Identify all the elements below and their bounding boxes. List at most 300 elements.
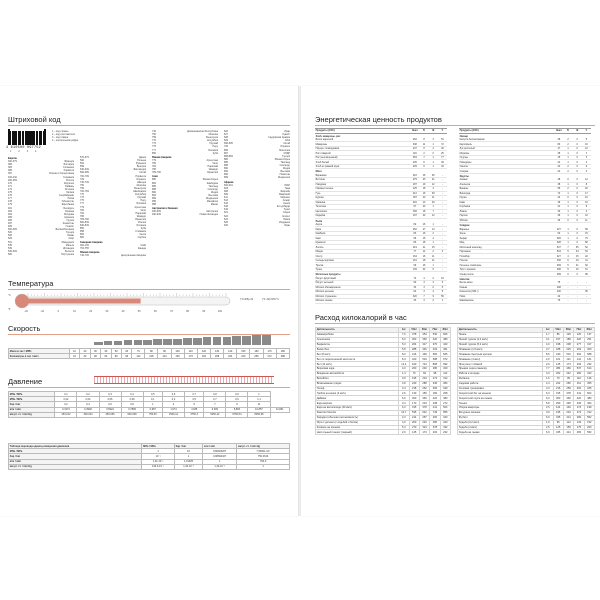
energy-value: 219 [410, 245, 419, 250]
kcal-value: 2,9 [543, 362, 553, 367]
activity-name: Прогулка с собакой [458, 362, 543, 367]
energy-value: 96 [410, 236, 419, 241]
kcal-row [458, 430, 595, 435]
food-name: Киви [459, 200, 554, 205]
pressure-value: 0,8 [204, 392, 226, 397]
kcal-value: 240 [409, 381, 419, 386]
kcal-value: 324 [419, 425, 429, 430]
country-code: 750 [80, 183, 84, 187]
energy-title-rule [315, 125, 595, 126]
energy-value: 469 [554, 263, 563, 268]
celsius-tick-label: 50 [137, 310, 141, 313]
kcal-value: 378 [563, 391, 573, 396]
conversion-row [9, 464, 290, 469]
country-name: Аргентина [206, 158, 218, 162]
country-code: 868-869 [224, 154, 233, 158]
kcal-value: 4,3 [543, 386, 553, 391]
energy-value: 60 [410, 281, 419, 286]
energy-value: 0 [573, 187, 582, 192]
kcal-value: 84 [419, 371, 429, 376]
kcal-value: 504 [440, 406, 450, 411]
conversion-column-head: бар / bar [174, 444, 202, 449]
food-name: Цыплёнок [315, 209, 410, 214]
activity-name: Уборка квартиры [458, 406, 543, 411]
country-code: 627 [224, 133, 228, 137]
energy-value: 56 [438, 294, 447, 299]
country-code: 622 [224, 214, 228, 218]
country-code: 481 [8, 206, 12, 210]
energy-value: 38 [554, 182, 563, 187]
country-name: Маврикий [279, 192, 290, 196]
energy-value: 4 [582, 160, 591, 165]
food-name: Яблоко [459, 218, 554, 223]
pressure-value: 5250,42 [204, 412, 226, 417]
kcal-value: 420 [574, 396, 584, 401]
country-name: Вьетнам [208, 193, 218, 197]
pressure-value: 1500,12 [162, 412, 184, 417]
energy-column-head: Ккал [412, 129, 418, 133]
country-code: 482 [8, 209, 12, 213]
celsius-tick-label: 60 [153, 310, 157, 313]
country-code: 893 [224, 170, 228, 174]
food-name: Акула [315, 223, 410, 227]
energy-value: 0 [573, 155, 582, 160]
legend-num: 1 [10, 150, 12, 153]
kcal-value: 232 [440, 430, 450, 435]
kcal-value: 282 [574, 371, 584, 376]
energy-value: 10 [582, 214, 591, 219]
kcal-value: 360 [419, 396, 429, 401]
country-code: 786 [152, 168, 156, 172]
kcal-value: 8,3 [399, 352, 409, 357]
kcal-table-left [315, 327, 451, 435]
energy-value: 16 [419, 223, 428, 227]
kcal-value: 454 [419, 332, 429, 337]
barcode-image [8, 129, 46, 145]
kcal-value: 251 [584, 337, 594, 342]
country-name: Тайвань [64, 184, 74, 188]
energy-value: 0 [573, 205, 582, 210]
energy-value: 18 [419, 209, 428, 214]
energy-value: 8 [582, 205, 591, 210]
country-name: Чили [212, 161, 218, 165]
kcal-value: 137 [584, 332, 594, 337]
pressure-value: 0,02 [55, 397, 77, 402]
energy-value: 5 [563, 263, 572, 268]
energy-value: 544 [554, 249, 563, 254]
kcal-value: 200 [584, 425, 594, 430]
activity-name: Работа в огороде [458, 371, 543, 376]
speed-value: 144 [158, 354, 171, 359]
speed-bar [163, 339, 172, 345]
kcal-column-head: 80кг [584, 328, 594, 333]
energy-value: 0 [573, 218, 582, 223]
energy-value: 42 [554, 294, 563, 299]
legend-num: 2 [18, 150, 20, 153]
energy-column-head: Продукты (100г) [315, 129, 410, 134]
energy-value: 59 [582, 227, 591, 231]
kcal-value: 370 [430, 342, 440, 347]
energy-value: - [438, 254, 447, 259]
energy-value: 1 [429, 263, 438, 268]
kcal-value: 441 [430, 406, 440, 411]
pressure-value: 0,1 [143, 397, 162, 402]
pressure-title: Давление [8, 377, 43, 386]
country-name: Южная Корея [274, 157, 290, 161]
celsius-tick-label: 40 [121, 310, 125, 313]
kcal-value: 343 [440, 415, 450, 420]
energy-value: - [582, 285, 591, 290]
pressure-value: 9 [226, 402, 248, 407]
country-name: Таиланд [280, 160, 290, 164]
energy-value: 13 [429, 227, 438, 232]
energy-value: 15 [573, 254, 582, 259]
energy-group-name: Рыба [315, 219, 323, 223]
energy-value: 48 [554, 178, 563, 182]
country-name: Индонезия [277, 176, 290, 180]
kcal-value: 280 [430, 420, 440, 425]
country-name: Грузия [66, 218, 74, 222]
energy-value: 80 [582, 240, 591, 245]
energy-group-name: Мясо [315, 170, 322, 174]
pressure-value: 2 [162, 402, 184, 407]
energy-value: 75 [554, 281, 563, 285]
country-code: 520 [8, 231, 12, 235]
country-code: 885 [152, 184, 156, 188]
country-code: 690-695 [80, 171, 89, 175]
energy-column-head: Ккал [556, 129, 562, 133]
kcal-value: 4,0 [543, 371, 553, 376]
country-code: 471 [8, 184, 12, 188]
energy-value: 4 [563, 254, 572, 259]
country-code: 621 [224, 211, 228, 215]
food-name: Йогурт фруктовый [315, 277, 410, 281]
kcal-value: 195 [553, 410, 563, 415]
kcal-value: 110 [574, 376, 584, 381]
kcal-value: 273 [430, 376, 440, 381]
country-name: Бразилия [207, 171, 218, 175]
country-code: 893 [152, 193, 156, 197]
country-code: 775 [80, 199, 84, 203]
country-name: Египет [282, 214, 290, 218]
energy-value: 1 [563, 227, 572, 231]
country-name: Испания [136, 224, 146, 228]
energy-value: 0 [573, 209, 582, 214]
conversion-row-label: МПа / MPa [9, 449, 142, 454]
country-name: Франция [64, 160, 74, 164]
country-code: 629 [224, 139, 228, 143]
energy-value: 10 [582, 196, 591, 201]
temperature-title: Температура [8, 279, 54, 288]
kcal-value: 4,0 [399, 420, 409, 425]
kcal-value: 460 [563, 367, 573, 372]
kcal-value: 320 [440, 420, 450, 425]
country-code: 858 [80, 230, 84, 234]
energy-value: - [573, 299, 582, 304]
country-code: 594 [80, 162, 84, 166]
food-name: Молоко обезжиренное [315, 285, 410, 290]
energy-column-head: У [582, 129, 591, 134]
country-name: Великобритания [55, 228, 74, 232]
speed-bar [153, 339, 162, 345]
country-code: 867 [224, 151, 228, 155]
energy-column-head: Ж [573, 129, 582, 134]
kcal-value: 3,7 [543, 347, 553, 352]
energy-value: 0 [573, 138, 582, 142]
food-name: Огурцы [459, 155, 554, 160]
country-code: 590 [80, 159, 84, 163]
country-name: Китай [139, 171, 146, 175]
pressure-value: 8,883 [226, 407, 248, 412]
energy-value: 2 [419, 151, 428, 156]
kcal-column-head: Деятельность [316, 328, 399, 333]
country-name: Иран [284, 223, 290, 227]
energy-value: 7 [582, 151, 591, 156]
speed-value: 160 [250, 349, 263, 354]
country-code: 890 [152, 190, 156, 194]
kcal-value: 2,5 [543, 406, 553, 411]
country-name: Казахстан [62, 221, 74, 225]
kcal-value: 672 [440, 357, 450, 362]
country-code: 608 [224, 189, 228, 193]
energy-value: - [438, 223, 447, 227]
energy-value: 0 [573, 236, 582, 241]
energy-value: 338 [410, 142, 419, 147]
pressure-row [9, 412, 290, 417]
kcal-value: 5,3 [399, 342, 409, 347]
energy-value: 328 [554, 240, 563, 245]
pressure-ruler [94, 376, 274, 384]
energy-value: 0 [573, 146, 582, 151]
energy-value: 6 [563, 258, 572, 263]
kcal-value: 461 [440, 347, 450, 352]
kcal-value: 234 [563, 410, 573, 415]
food-name: Тунец [315, 267, 410, 272]
pressure-row-label: мм рт. ст. / mm Hg [9, 412, 55, 417]
energy-value: 0 [573, 191, 582, 196]
country-name: Австралия [206, 210, 218, 214]
country-code: 789-790 [152, 171, 161, 175]
energy-value: 7 [429, 209, 438, 214]
pressure-value: 1 [143, 402, 162, 407]
speed-value: 192 [197, 354, 210, 359]
country-name: Хорватия [63, 169, 74, 173]
energy-value: 3 [582, 209, 591, 214]
energy-value: 1 [563, 209, 572, 214]
country-code: 779 [80, 205, 84, 209]
kcal-value: 98 [430, 371, 440, 376]
pressure-value: 0,3 [99, 392, 121, 397]
food-name: Свинина [315, 200, 410, 205]
kcal-value: 346 [419, 347, 429, 352]
energy-value: 2 [429, 231, 438, 236]
energy-value: - [438, 209, 447, 214]
celsius-tick-label: 20 [89, 310, 93, 313]
activity-name: Бег (12 км/ч) [316, 362, 399, 367]
food-name: Зефир [459, 236, 554, 241]
country-code: 770 [152, 139, 156, 143]
food-name: Хлеб из ржаной муки [315, 164, 410, 169]
country-name: Россия [66, 178, 74, 182]
energy-value: 11 [429, 254, 438, 259]
energy-value: 252 [410, 227, 419, 232]
energy-value: 3 [438, 249, 447, 254]
food-name: Белое вино [459, 281, 554, 285]
country-code: 773 [80, 196, 84, 200]
activity-name: Езда на велосипеде (20 км/ч) [316, 406, 399, 411]
energy-value: 69 [410, 263, 419, 268]
kcal-value: 2,9 [399, 430, 409, 435]
energy-value: 156 [410, 209, 419, 214]
kcal-value: 360 [419, 337, 429, 342]
activity-name: Силовая тренировка [458, 386, 543, 391]
energy-value: 2 [429, 299, 438, 304]
kcal-value: 8,6 [543, 352, 553, 357]
conversion-row-label: бар / bar [9, 454, 142, 459]
energy-value: - [438, 174, 447, 178]
energy-value: 248 [554, 285, 563, 290]
activity-name: Зарядка (обычная интенсивность) [316, 415, 399, 420]
kcal-value: 216 [553, 386, 563, 391]
kcal-value: 414 [563, 415, 573, 420]
country-code: 859 [80, 233, 84, 237]
speed-value: 32 [80, 354, 90, 359]
kcal-value: 317 [584, 342, 594, 347]
pressure-value: 0,987 [143, 407, 162, 412]
country-code: 560 [8, 252, 12, 256]
country-code: 888 [224, 164, 228, 168]
kcal-value: 420 [409, 357, 419, 362]
speed-value: 288 [276, 354, 289, 359]
food-name: Ветчина [315, 178, 410, 183]
energy-value: 28 [554, 138, 563, 142]
activity-name: Вождение автомобиля [316, 371, 399, 376]
speed-bar [124, 340, 133, 345]
food-name: Рис (неочищенный) [315, 155, 410, 160]
country-name: Южная Корея [202, 178, 218, 182]
country-group-heading: Азия [152, 175, 158, 179]
energy-value: 1 [429, 142, 438, 147]
country-name: Иран [284, 130, 290, 133]
food-name: Пицца с помидорами [315, 146, 410, 151]
pressure-value: 0,06 [99, 397, 121, 402]
country-code: 484 [8, 212, 12, 216]
country-code-row [224, 224, 290, 227]
kcal-value: 620 [409, 362, 419, 367]
energy-value: 16 [573, 267, 582, 272]
energy-value: 2 [563, 164, 572, 169]
activity-name: Садовая работа [458, 381, 543, 386]
energy-value: 4 [429, 236, 438, 241]
energy-value: 15 [554, 155, 563, 160]
country-code: 770 [80, 193, 84, 197]
energy-value: 11 [429, 258, 438, 263]
energy-value: 10 [582, 146, 591, 151]
activity-name: Плавание (4 км/ч) [458, 357, 543, 362]
kcal-row [316, 430, 451, 435]
energy-value: 1 [563, 236, 572, 241]
energy-value: 16 [419, 254, 428, 259]
country-code: 619 [224, 208, 228, 212]
kcal-value: 582 [430, 352, 440, 357]
conversion-column-head: мм рт. ст. / mm Hg [237, 444, 290, 449]
country-code: 780 [80, 208, 84, 212]
kcal-value: 6,9 [543, 415, 553, 420]
energy-value: 399 [554, 272, 563, 277]
energy-value: 1 [429, 223, 438, 227]
activity-name: Езда верхом [316, 401, 399, 406]
kcal-value: 483 [574, 415, 584, 420]
country-name: Малайзия [206, 200, 218, 204]
food-name: Шампанское [459, 299, 554, 304]
barcode-title-rule [8, 125, 290, 126]
country-code: 800-839 [80, 220, 89, 224]
energy-value: 46 [554, 214, 563, 219]
kcal-value: 273 [574, 410, 584, 415]
kcal-value: 430 [553, 352, 563, 357]
speed-bar [143, 340, 152, 345]
speed-value: 170 [263, 349, 276, 354]
speed-bar [213, 337, 222, 345]
speed-value: 272 [263, 354, 276, 359]
food-name: Телятина [315, 205, 410, 210]
country-code: 616 [224, 202, 228, 206]
energy-value: 25 [429, 174, 438, 178]
energy-value: 77 [410, 249, 419, 254]
food-name: Креветки [315, 240, 410, 245]
kcal-value: 95 [553, 420, 563, 425]
food-name: Макароны [315, 142, 410, 147]
energy-column-head: Б [563, 129, 572, 134]
energy-value: 72 [554, 191, 563, 196]
country-name: Индия [210, 190, 218, 194]
country-code: 896 [224, 173, 228, 177]
energy-value: 0 [573, 178, 582, 182]
conversion-row-label: мм рт. ст. / mm Hg [9, 464, 142, 469]
energy-value: 5 [563, 249, 572, 254]
country-code: 626 [224, 223, 228, 227]
conversion-value: 750,0616 [237, 454, 290, 459]
celsius-unit: °C [8, 294, 11, 297]
speed-bar [242, 336, 251, 345]
energy-value: 34 [573, 249, 582, 254]
kcal-value: 222 [553, 381, 563, 386]
energy-value: - [438, 231, 447, 236]
country-code: 850 [152, 151, 156, 155]
energy-value: 11 [582, 218, 591, 223]
pressure-value: 0,2 [162, 397, 184, 402]
energy-value: 247 [410, 146, 419, 151]
notebook-spread [0, 86, 600, 516]
food-name: Ананас [459, 178, 554, 182]
country-name: Уругвай [137, 196, 146, 200]
kcal-value: 336 [430, 381, 440, 386]
country-name: Венесуэла [206, 136, 218, 140]
kcal-value: 312 [440, 376, 450, 381]
country-code: 531 [8, 240, 12, 244]
energy-group-name: Хлеб, макароны, рис [315, 134, 341, 138]
energy-value: 279 [410, 178, 419, 183]
country-name: Монголия [279, 148, 290, 152]
energy-value: 0 [563, 178, 572, 182]
food-name: Молочный шоколад [459, 245, 554, 250]
country-name: Центральная Америка [120, 253, 146, 257]
kcal-column-head: 1кг [543, 328, 553, 333]
country-name: Саудовская Аравия [268, 136, 290, 140]
country-name: Венгрия [136, 165, 146, 169]
kcal-column-head: 60кг [419, 328, 429, 333]
pressure-value: 0,5 [143, 392, 162, 397]
